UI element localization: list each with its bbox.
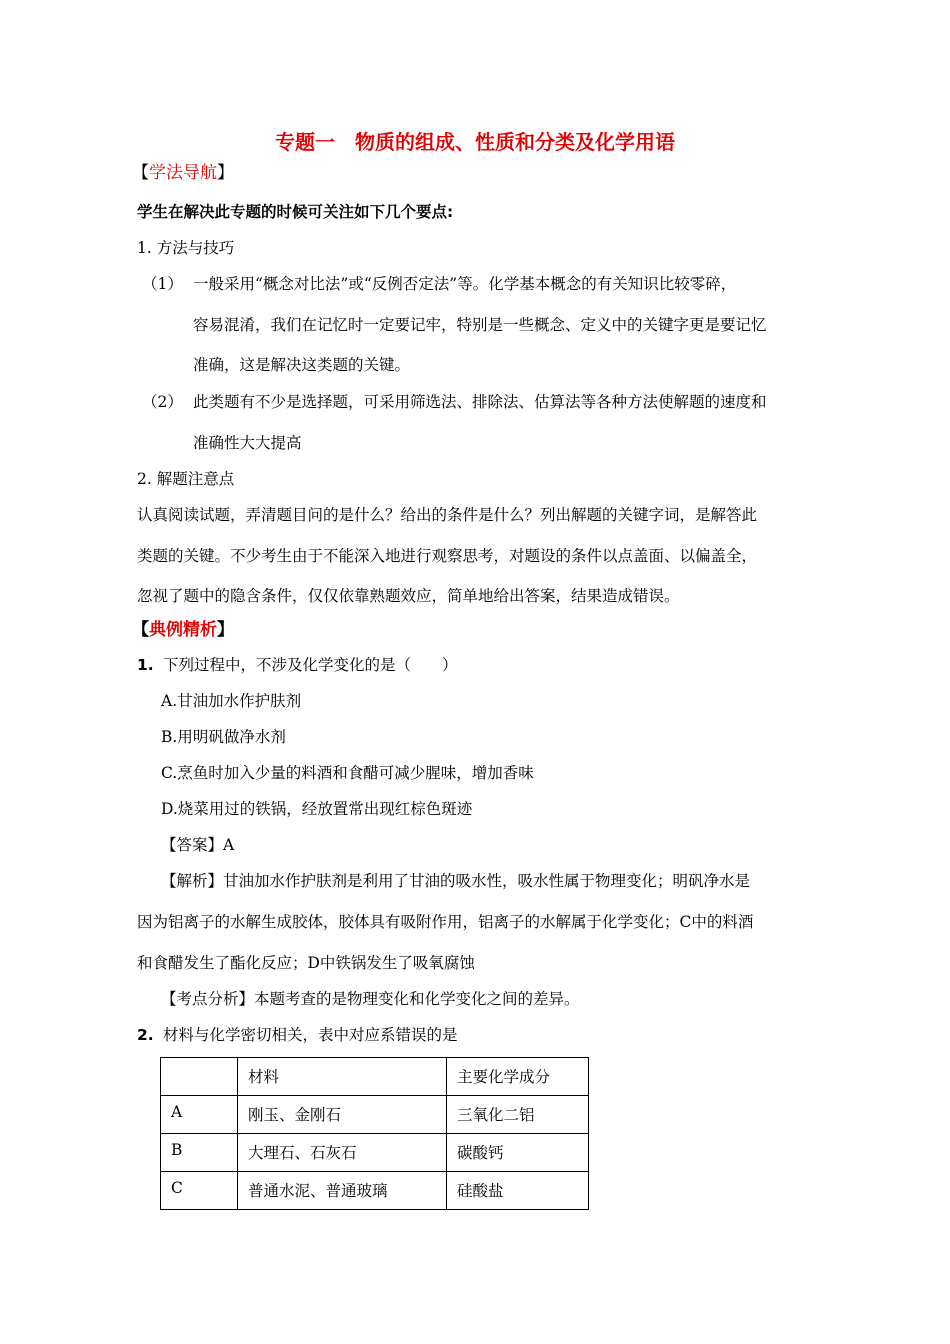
table-cell: 碳酸钙 <box>447 1134 589 1172</box>
table-header-row <box>161 1058 589 1096</box>
q1-analysis-line-1: 【解析】甘油加水作护肤剂是利用了甘油的吸水性，吸水性属于物理变化；明矾净水是 <box>161 872 751 890</box>
q1-option-b: B.用明矾做净水剂 <box>161 728 286 746</box>
point1-label: 1. 方法与技巧 <box>137 239 235 257</box>
table-cell: C <box>161 1172 238 1210</box>
q1-option-d: D.烧菜用过的铁锅，经放置常出现红棕色斑迹 <box>161 800 473 818</box>
table-cell: 硅酸盐 <box>447 1172 589 1210</box>
bracket-right: 】 <box>217 163 234 183</box>
point2-line-3: 忽视了题中的隐含条件，仅仅依靠熟题效应，简单地给出答案，结果造成错误。 <box>137 587 680 605</box>
intro-text: 学生在解决此专题的时候可关注如下几个要点: <box>137 203 454 221</box>
bracket-left: 【 <box>132 163 149 183</box>
table-header-cell: 材料 <box>238 1058 447 1096</box>
q2-number: 2. <box>137 1026 154 1044</box>
section-heading-study-methods <box>132 163 234 183</box>
item2-line-2: 准确性大大提高 <box>193 434 302 452</box>
table-cell: 大理石、石灰石 <box>238 1134 447 1172</box>
table-header-cell: 主要化学成分 <box>447 1058 589 1096</box>
bracket-left: 【 <box>132 620 149 640</box>
q1-analysis-line-3: 和食醋发生了酯化反应；D中铁锅发生了吸氧腐蚀 <box>137 954 475 972</box>
item1-number: （1） <box>142 275 183 293</box>
q1-option-c: C.烹鱼时加入少量的料酒和食醋可减少腥味，增加香味 <box>161 764 534 782</box>
point2-line-1: 认真阅读试题，弄清题目问的是什么？给出的条件是什么？列出解题的关键字词，是解答此 <box>137 506 758 524</box>
q2-stem: 材料与化学密切相关，表中对应系错误的是 <box>163 1026 458 1044</box>
table-row <box>161 1172 589 1210</box>
materials-table <box>160 1057 589 1210</box>
q1-analysis-line-2: 因为铝离子的水解生成胶体，胶体具有吸附作用，铝离子的水解属于化学变化；C中的料酒 <box>137 913 754 931</box>
q1-point-analysis: 【考点分析】本题考查的是物理变化和化学变化之间的差异。 <box>161 990 580 1008</box>
table-cell: A <box>161 1096 238 1134</box>
item2-number: （2） <box>142 393 183 411</box>
q1-number: 1. <box>137 656 154 674</box>
point2-label: 2. 解题注意点 <box>137 470 235 488</box>
table-cell: 刚玉、金刚石 <box>238 1096 447 1134</box>
item1-line-3: 准确，这是解决这类题的关键。 <box>193 356 411 374</box>
section-heading-text: 学法导航 <box>149 163 217 183</box>
table-row <box>161 1134 589 1172</box>
section-heading-text: 典例精析 <box>149 620 217 640</box>
item1-line-2: 容易混淆，我们在记忆时一定要记牢，特别是一些概念、定义中的关键字更是要记忆 <box>193 316 767 334</box>
table-cell: 普通水泥、普通玻璃 <box>238 1172 447 1210</box>
item2-line-1: 此类题有不少是选择题，可采用筛选法、排除法、估算法等各种方法使解题的速度和 <box>193 393 767 411</box>
bracket-right: 】 <box>217 620 234 640</box>
item1-line-1: 一般采用“概念对比法”或“反例否定法”等。化学基本概念的有关知识比较零碎， <box>193 275 737 293</box>
q1-option-a: A.甘油加水作护肤剂 <box>161 692 302 710</box>
table-header-cell <box>161 1058 238 1096</box>
q1-stem: 下列过程中，不涉及化学变化的是（ ） <box>163 656 458 674</box>
point2-line-2: 类题的关键。不少考生由于不能深入地进行观察思考，对题设的条件以点盖面、以偏盖全， <box>137 547 758 565</box>
table-cell: B <box>161 1134 238 1172</box>
table-cell: 三氧化二铝 <box>447 1096 589 1134</box>
section-heading-examples <box>132 620 234 640</box>
table-row <box>161 1096 589 1134</box>
page-title: 专题一 物质的组成、性质和分类及化学用语 <box>275 130 675 154</box>
q1-answer: 【答案】A <box>161 836 235 854</box>
